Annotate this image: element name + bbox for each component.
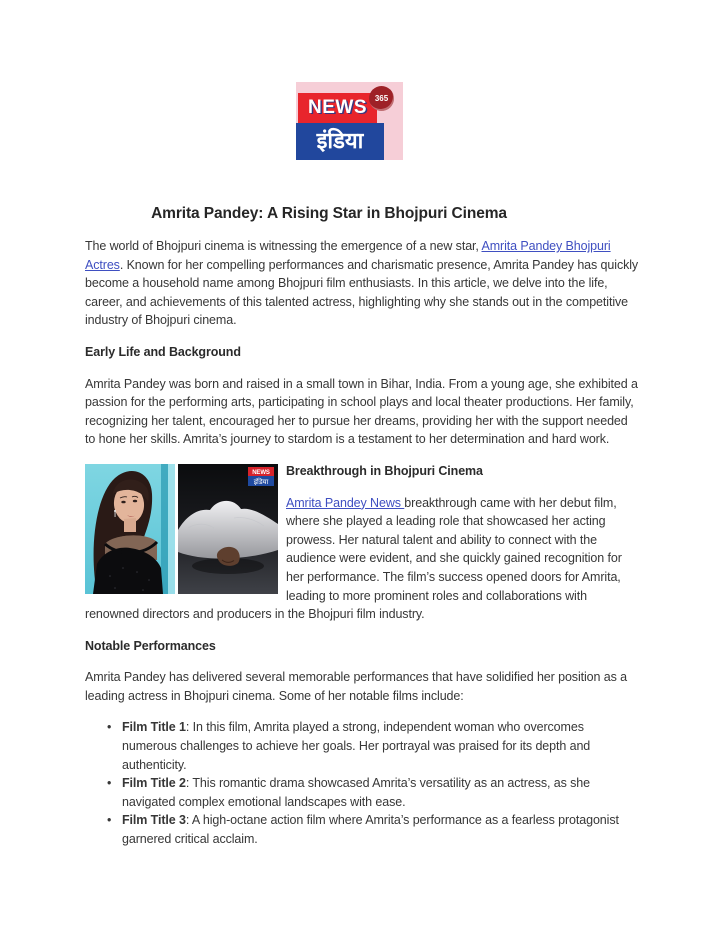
mini-news-logo (248, 467, 274, 486)
film-list-item-2 (85, 774, 639, 811)
films-list (85, 718, 639, 848)
intro-text-before: The world of Bhojpuri cinema is witnessing the emergence of a new star, (85, 239, 482, 253)
film-title-1: Film Title 1 (122, 720, 186, 735)
backdrop-stripe (161, 464, 168, 594)
film-list-item-3 (85, 811, 639, 848)
logo-news-box (298, 93, 377, 123)
mini-logo-news-text: NEWS (252, 469, 270, 476)
eye-right (133, 500, 137, 503)
early-life-heading: Early Life and Background (85, 344, 241, 359)
news365-india-logo (296, 82, 403, 160)
notable-performances-heading: Notable Performances (85, 638, 216, 653)
logo-news-text: NEWS (308, 97, 367, 118)
logo-365-badge (369, 86, 394, 111)
backdrop-stripe-light (168, 464, 175, 594)
film-title-2: Film Title 2 (122, 776, 186, 791)
logo-india-box (296, 123, 384, 160)
article-title: Amrita Pandey: A Rising Star in Bhojpuri Cinema (151, 205, 507, 222)
breakthrough-section (85, 462, 639, 624)
news-still-photo (178, 464, 278, 594)
intro-paragraph (85, 237, 639, 330)
mini-logo-india-text: इंडिया (253, 477, 269, 486)
actress-photo (85, 464, 175, 594)
film-title-3: Film Title 3 (122, 813, 186, 828)
breakthrough-text: breakthrough came with her debut film, where she played a leading role that showcased her acting prowess. Her natural talent and ability to connect with the audience were evident, and she quickly gained recognition for her performance. The film’s success opened doors for Amrita, leading to more prominent roles and collaborations with renowned directors and producers in the Bhojpuri film industry. (85, 495, 622, 622)
neck (124, 518, 136, 532)
early-life-paragraph: Amrita Pandey was born and raised in a small town in Bihar, India. From a young age, she exhibited a passion for the performing arts, participating in school plays and local theater productions. Her family, recognizing her talent, encouraged her to pursue her dreams, providing her with the support needed to hone her skills. Amrita’s journey to stardom is a testament to her determination and hard work. (85, 376, 638, 447)
earring-drop (115, 512, 116, 517)
earring (114, 510, 116, 512)
amrita-pandey-news-link[interactable]: Amrita Pandey News (286, 495, 405, 510)
film-description-3: : A high-octane action film where Amrita’s performance as a fearless protagonist garnered critical acclaim. (122, 813, 619, 847)
eye-left (121, 501, 125, 504)
breakthrough-heading: Breakthrough in Bhojpuri Cinema (286, 463, 483, 478)
film-description-2: : This romantic drama showcased Amrita’s versatility as an actress, as she navigated complex emotional landscapes with ease. (122, 776, 590, 809)
film-list-item-1 (85, 718, 639, 774)
intro-text-after: . Known for her compelling performances and charismatic presence, Amrita Pandey has quickly become a household name among Bhojpuri film enthusiasts. In this article, we delve into the life, career, and achievements of this talented actress, highlighting why she stands out in the competitive industry of Bhojpuri cinema. (85, 257, 639, 328)
amrita-pandey-bhojpuri-actres-link[interactable]: Amrita Pandey Bhojpuri Actres (85, 239, 611, 272)
article-body (85, 203, 639, 862)
article-image (85, 464, 278, 594)
film-description-1: : In this film, Amrita played a strong, independent woman who overcomes numerous challenges to achieve her goals. Her portrayal was praised for its depth and authenticity. (122, 720, 591, 772)
logo-india-text: इंडिया (316, 128, 364, 154)
notable-intro-paragraph: Amrita Pandey has delivered several memorable performances that have solidified her position as a leading actress in Bhojpuri cinema. Some of her notable films include: (85, 670, 627, 703)
logo-365-text: 365 (374, 94, 389, 103)
